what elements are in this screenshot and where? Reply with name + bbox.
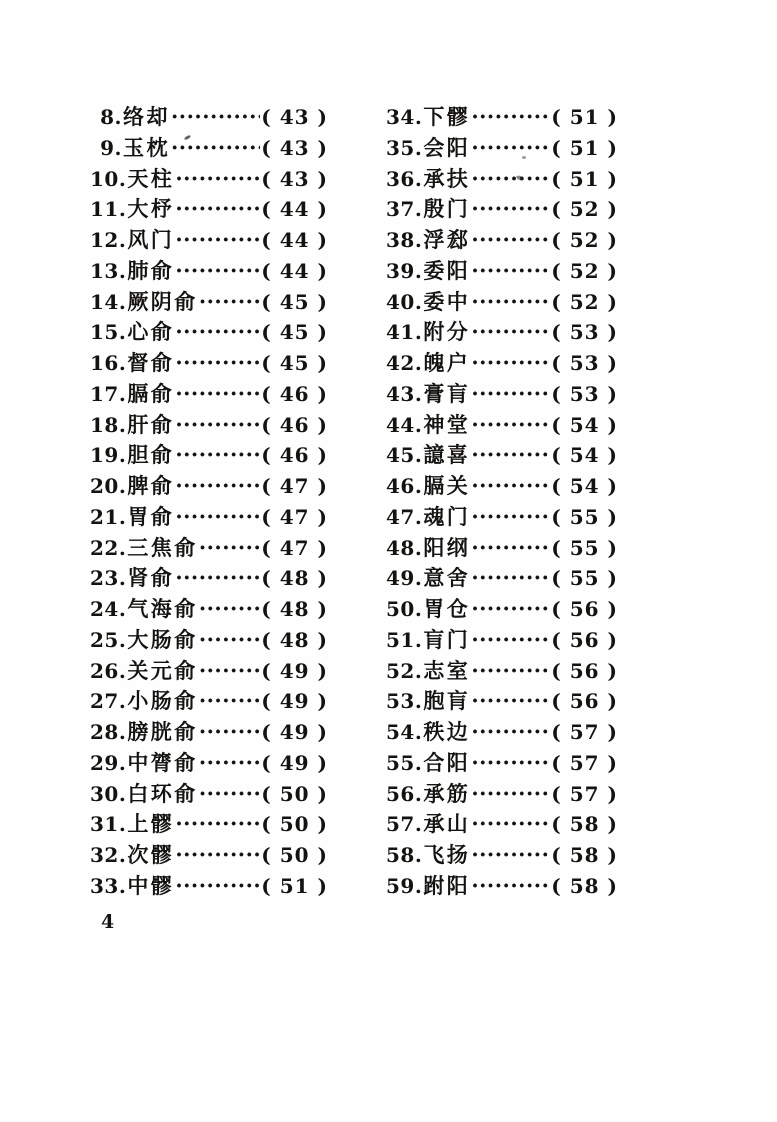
entry-page-number: ( 54 ) [551, 440, 618, 471]
entry-point-name: 意舍 [423, 565, 471, 591]
dot-leader [199, 717, 260, 748]
entry-point-name: 肺俞 [127, 257, 175, 283]
entry-number: 11 . [90, 194, 126, 225]
entry-point-name: 浮郄 [423, 227, 471, 252]
toc-entry [90, 840, 328, 871]
entry-point-name: 合阳 [423, 749, 471, 775]
entry-number: 34 . [386, 102, 422, 133]
toc-entry [386, 748, 618, 779]
entry-point-name: 承扶 [423, 165, 471, 191]
entry-number: 17 . [90, 379, 126, 410]
entry-number: 47 . [386, 502, 422, 533]
entry-page-number: ( 52 ) [551, 225, 618, 256]
dot-leader [175, 809, 260, 840]
dot-leader [171, 102, 260, 133]
entry-number: 41 . [386, 317, 422, 348]
toc-entry [90, 164, 328, 195]
entry-number: 30 . [90, 779, 126, 810]
entry-page-number: ( 53 ) [551, 379, 618, 410]
toc-entry [90, 348, 328, 379]
toc-entry [386, 717, 618, 748]
toc-entry [386, 317, 618, 348]
dot-leader [175, 440, 260, 471]
entry-page-number: ( 57 ) [551, 717, 618, 748]
toc-entry [90, 102, 328, 133]
dot-leader [471, 410, 550, 441]
entry-page-number: ( 46 ) [261, 379, 328, 410]
entry-number: 27 . [90, 686, 126, 717]
toc-entry [90, 440, 328, 471]
entry-number: 39 . [386, 256, 422, 287]
dot-leader [471, 256, 550, 287]
dot-leader [199, 625, 260, 656]
dot-leader [471, 502, 550, 533]
dot-leader [471, 348, 550, 379]
entry-page-number: ( 49 ) [261, 717, 328, 748]
entry-point-name: 胃俞 [127, 503, 175, 529]
entry-point-name: 下髎 [423, 104, 471, 129]
dot-leader [199, 287, 260, 318]
entry-number: 49 . [386, 563, 422, 594]
dot-leader [471, 164, 550, 195]
toc-entry [386, 164, 618, 195]
toc-entry [90, 563, 328, 594]
dot-leader [471, 871, 550, 902]
entry-number: 23 . [90, 563, 126, 594]
entry-point-name: 飞扬 [423, 842, 471, 867]
entry-point-name: 天柱 [127, 165, 175, 191]
dot-leader [199, 748, 260, 779]
entry-point-name: 大肠俞 [127, 626, 198, 652]
toc-entry [90, 748, 328, 779]
entry-point-name: 气海俞 [127, 596, 198, 621]
toc-entry [90, 686, 328, 717]
dot-leader [471, 717, 550, 748]
dot-leader [199, 594, 260, 625]
toc-entry [386, 686, 618, 717]
toc-entry [90, 256, 328, 287]
entry-page-number: ( 45 ) [261, 287, 328, 318]
dot-leader [471, 779, 550, 810]
entry-page-number: ( 51 ) [551, 102, 618, 133]
entry-point-name: 跗阳 [423, 872, 471, 898]
toc-column-left [90, 102, 328, 902]
entry-number: 42 . [386, 348, 422, 379]
dot-leader [471, 533, 550, 564]
entry-page-number: ( 51 ) [551, 133, 618, 164]
toc-entry [386, 563, 618, 594]
toc-entry [90, 471, 328, 502]
entry-number: 36 . [386, 164, 422, 195]
entry-point-name: 大杼 [127, 196, 175, 222]
entry-number: 37 . [386, 194, 422, 225]
toc-entry [90, 871, 328, 902]
entry-page-number: ( 44 ) [261, 194, 328, 225]
dot-leader [175, 225, 260, 256]
toc-entry [386, 379, 618, 410]
entry-page-number: ( 47 ) [261, 502, 328, 533]
entry-number: 28 . [90, 717, 126, 748]
entry-number: 35 . [386, 133, 422, 164]
toc-entry [386, 287, 618, 318]
entry-number: 44 . [386, 410, 422, 441]
dot-leader [175, 471, 260, 502]
entry-point-name: 膀胱俞 [127, 719, 198, 744]
entry-page-number: ( 52 ) [551, 287, 618, 318]
toc-entry [386, 102, 618, 133]
toc-entry [90, 779, 328, 810]
entry-number: 59 . [386, 871, 422, 902]
entry-number: 8 . [90, 102, 122, 133]
entry-page-number: ( 50 ) [261, 809, 328, 840]
toc-entry [90, 809, 328, 840]
entry-page-number: ( 58 ) [551, 809, 618, 840]
entry-page-number: ( 56 ) [551, 686, 618, 717]
entry-page-number: ( 55 ) [551, 533, 618, 564]
entry-number: 14 . [90, 287, 126, 318]
entry-page-number: ( 48 ) [261, 594, 328, 625]
toc-entry [90, 287, 328, 318]
entry-page-number: ( 58 ) [551, 871, 618, 902]
entry-point-name: 肓门 [423, 626, 471, 652]
entry-number: 26 . [90, 656, 126, 687]
entry-number: 38 . [386, 225, 422, 256]
dot-leader [471, 625, 550, 656]
entry-page-number: ( 47 ) [261, 471, 328, 502]
entry-page-number: ( 48 ) [261, 625, 328, 656]
entry-number: 20 . [90, 471, 126, 502]
entry-number: 9 . [90, 133, 122, 164]
toc-entry [386, 871, 618, 902]
entry-number: 31 . [90, 809, 126, 840]
dot-leader [175, 502, 260, 533]
entry-number: 52 . [386, 656, 422, 687]
toc-entry [386, 779, 618, 810]
entry-page-number: ( 47 ) [261, 533, 328, 564]
entry-page-number: ( 49 ) [261, 686, 328, 717]
dot-leader [471, 748, 550, 779]
entry-point-name: 胆俞 [127, 442, 175, 468]
entry-page-number: ( 45 ) [261, 348, 328, 379]
dot-leader [199, 533, 260, 564]
toc-entry [386, 194, 618, 225]
entry-point-name: 会阳 [423, 134, 471, 160]
toc-entry [386, 348, 618, 379]
entry-point-name: 阳纲 [423, 534, 471, 560]
toc-entry [90, 533, 328, 564]
dot-leader [199, 656, 260, 687]
toc-entry [90, 502, 328, 533]
dot-leader [175, 256, 260, 287]
dot-leader [471, 471, 550, 502]
entry-point-name: 譩喜 [423, 442, 471, 468]
toc-entry [90, 594, 328, 625]
toc-entry [386, 533, 618, 564]
entry-point-name: 秩边 [423, 719, 471, 744]
toc-entry [386, 225, 618, 256]
entry-page-number: ( 50 ) [261, 779, 328, 810]
entry-number: 13 . [90, 256, 126, 287]
toc-entry [90, 194, 328, 225]
dot-leader [471, 194, 550, 225]
toc-entry [386, 256, 618, 287]
dot-leader [175, 871, 260, 902]
dot-leader [175, 317, 260, 348]
entry-point-name: 中髎 [127, 872, 175, 898]
toc-entry [90, 133, 328, 164]
entry-page-number: ( 58 ) [551, 840, 618, 871]
toc-entry [386, 656, 618, 687]
toc-entry [386, 594, 618, 625]
entry-number: 24 . [90, 594, 126, 625]
entry-page-number: ( 56 ) [551, 656, 618, 687]
dot-leader [175, 348, 260, 379]
entry-number: 25 . [90, 625, 126, 656]
entry-number: 43 . [386, 379, 422, 410]
entry-point-name: 魂门 [423, 503, 471, 529]
entry-point-name: 殷门 [423, 196, 471, 222]
dot-leader [471, 225, 550, 256]
entry-number: 33 . [90, 871, 126, 902]
entry-point-name: 志室 [423, 657, 471, 683]
entry-page-number: ( 54 ) [551, 471, 618, 502]
entry-number: 51 . [386, 625, 422, 656]
dot-leader [471, 102, 550, 133]
entry-page-number: ( 49 ) [261, 748, 328, 779]
toc-entry [386, 502, 618, 533]
entry-point-name: 厥阴俞 [127, 288, 198, 314]
toc-column-right [386, 102, 618, 902]
entry-number: 15 . [90, 317, 126, 348]
toc-entry [386, 471, 618, 502]
dot-leader [471, 287, 550, 318]
dot-leader [471, 379, 550, 410]
entry-page-number: ( 56 ) [551, 594, 618, 625]
entry-point-name: 玉枕 [123, 134, 170, 160]
entry-number: 55 . [386, 748, 422, 779]
dot-leader [199, 686, 260, 717]
entry-page-number: ( 51 ) [261, 871, 328, 902]
toc-entry [386, 133, 618, 164]
entry-number: 40 . [386, 287, 422, 318]
entry-page-number: ( 46 ) [261, 410, 328, 441]
entry-number: 48 . [386, 533, 422, 564]
dot-leader [175, 194, 260, 225]
entry-point-name: 督俞 [127, 350, 175, 375]
toc-entry [386, 625, 618, 656]
toc-entry [90, 656, 328, 687]
entry-page-number: ( 54 ) [551, 410, 618, 441]
entry-point-name: 肝俞 [127, 411, 175, 437]
entry-number: 18 . [90, 410, 126, 441]
entry-page-number: ( 56 ) [551, 625, 618, 656]
entry-page-number: ( 45 ) [261, 317, 328, 348]
entry-page-number: ( 57 ) [551, 779, 618, 810]
entry-number: 54 . [386, 717, 422, 748]
dot-leader [471, 840, 550, 871]
entry-number: 32 . [90, 840, 126, 871]
entry-page-number: ( 46 ) [261, 440, 328, 471]
scan-artifact [522, 156, 526, 159]
toc-entry [386, 410, 618, 441]
entry-point-name: 膈俞 [127, 380, 175, 406]
entry-point-name: 关元俞 [127, 657, 198, 683]
entry-page-number: ( 48 ) [261, 563, 328, 594]
entry-point-name: 神堂 [423, 411, 471, 437]
entry-point-name: 中膂俞 [127, 749, 198, 775]
entry-point-name: 胞肓 [423, 688, 471, 714]
dot-leader [471, 809, 550, 840]
entry-page-number: ( 44 ) [261, 256, 328, 287]
entry-point-name: 膏肓 [423, 380, 471, 406]
entry-point-name: 承筋 [423, 780, 471, 806]
entry-page-number: ( 49 ) [261, 656, 328, 687]
entry-point-name: 白环俞 [127, 780, 198, 806]
entry-point-name: 魄户 [423, 350, 471, 375]
dot-leader [471, 133, 550, 164]
dot-leader [175, 840, 260, 871]
entry-page-number: ( 52 ) [551, 256, 618, 287]
entry-point-name: 络却 [123, 104, 170, 129]
toc-entry [386, 440, 618, 471]
entry-point-name: 心俞 [127, 319, 175, 345]
entry-page-number: ( 53 ) [551, 317, 618, 348]
dot-leader [471, 594, 550, 625]
toc-entry [90, 717, 328, 748]
entry-number: 45 . [386, 440, 422, 471]
entry-point-name: 风门 [127, 227, 175, 252]
entry-point-name: 次髎 [127, 842, 175, 867]
toc-entry [386, 840, 618, 871]
dot-leader [471, 563, 550, 594]
entry-number: 10 . [90, 164, 126, 195]
entry-page-number: ( 55 ) [551, 502, 618, 533]
entry-number: 50 . [386, 594, 422, 625]
dot-leader [199, 779, 260, 810]
entry-point-name: 胃仓 [423, 596, 471, 621]
entry-number: 46 . [386, 471, 422, 502]
entry-point-name: 肾俞 [127, 565, 175, 591]
entry-page-number: ( 44 ) [261, 225, 328, 256]
entry-number: 58 . [386, 840, 422, 871]
entry-number: 16 . [90, 348, 126, 379]
toc-entry [386, 809, 618, 840]
entry-number: 19 . [90, 440, 126, 471]
entry-number: 56 . [386, 779, 422, 810]
entry-page-number: ( 51 ) [551, 164, 618, 195]
entry-point-name: 委阳 [423, 257, 471, 283]
entry-point-name: 承山 [423, 811, 471, 837]
toc-entry [90, 379, 328, 410]
entry-number: 29 . [90, 748, 126, 779]
entry-page-number: ( 43 ) [261, 102, 328, 133]
entry-point-name: 上髎 [127, 811, 175, 837]
entry-page-number: ( 50 ) [261, 840, 328, 871]
dot-leader [471, 656, 550, 687]
page-folio-number: 4 [101, 911, 115, 933]
toc-entry [90, 225, 328, 256]
entry-page-number: ( 52 ) [551, 194, 618, 225]
entry-page-number: ( 57 ) [551, 748, 618, 779]
entry-point-name: 附分 [423, 319, 471, 345]
entry-point-name: 膈关 [423, 473, 471, 498]
dot-leader [471, 317, 550, 348]
entry-number: 12 . [90, 225, 126, 256]
entry-page-number: ( 43 ) [261, 133, 328, 164]
entry-number: 21 . [90, 502, 126, 533]
entry-number: 57 . [386, 809, 422, 840]
dot-leader [175, 379, 260, 410]
entry-point-name: 脾俞 [127, 473, 175, 498]
dot-leader [175, 164, 260, 195]
entry-number: 53 . [386, 686, 422, 717]
toc-entry [90, 625, 328, 656]
toc-entry [90, 317, 328, 348]
entry-number: 22 . [90, 533, 126, 564]
entry-point-name: 三焦俞 [127, 534, 198, 560]
toc-entry [90, 410, 328, 441]
entry-point-name: 委中 [423, 288, 471, 314]
dot-leader [175, 410, 260, 441]
entry-page-number: ( 55 ) [551, 563, 618, 594]
dot-leader [471, 686, 550, 717]
dot-leader [175, 563, 260, 594]
entry-point-name: 小肠俞 [127, 688, 198, 714]
entry-page-number: ( 53 ) [551, 348, 618, 379]
entry-page-number: ( 43 ) [261, 164, 328, 195]
dot-leader [471, 440, 550, 471]
